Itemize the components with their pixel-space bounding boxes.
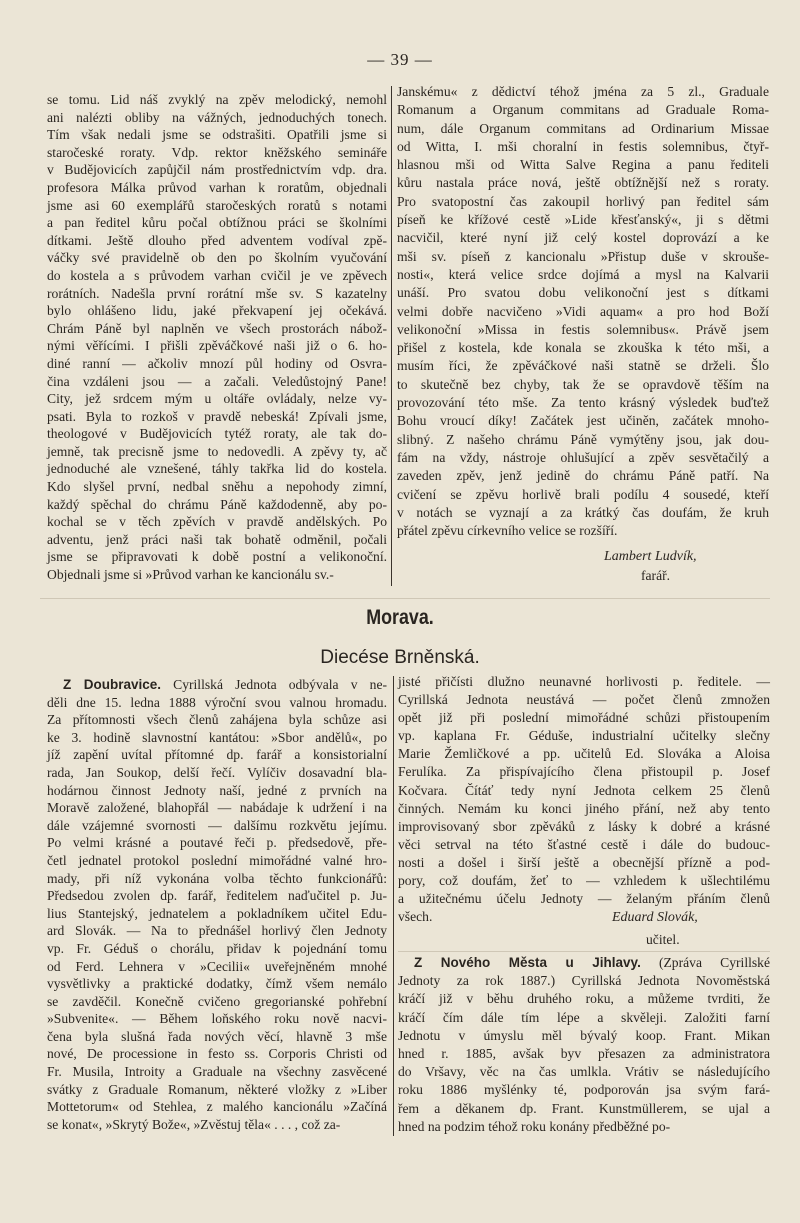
text-line: v notách se vyznají a za krátký čas doufám, že kruh [397, 504, 769, 520]
text-line: do kostela a s průvodem varhan cvičil je ve zpěvech [47, 267, 387, 283]
text-line: se tomu. Lid náš zvyklý na zpěv melodický, nemohl [47, 92, 387, 107]
text-line: to skutečně bez chyby, tak že se opravdově těším na [397, 376, 769, 392]
text-line: nové, De processione in festo ss. Corporis Christi od [47, 1046, 387, 1062]
text-line: váčky své pravidelně ob den po školním vyučování [47, 250, 387, 266]
text-line: profesora Málka průvod varhan k roratům, objednali [47, 179, 387, 195]
text-line: kráčí již v běhu druhého roku, a můžeme tvrditi, že [398, 991, 770, 1007]
text-line: hlasnou mši od Witta Salve Regina a panu řediteli [397, 157, 769, 173]
bottom-right-second-article [398, 954, 770, 1136]
text-line: děli dne 15. ledna 1888 výroční svou valnou hromadu. [47, 694, 387, 710]
text-line: od Ferd. Lehnera v »Cecilii« uveřejněném mnohé [47, 958, 387, 974]
text-line: Romanum a Organum commitans ad Graduale Roma- [397, 102, 769, 118]
text-line: kůru nastala práce nová, ještě obtížnější než s roraty. [397, 175, 769, 191]
text-line: staročeské roraty. Vdp. rektor kněžského semináře [47, 144, 387, 160]
text-line: jsme se připravovati k době postní a velikonoční. [47, 549, 387, 565]
signature-eduard-slovak: Eduard Slovák, [612, 910, 698, 925]
text-line: num, dále Organum commitans ad Ordinarium Missae [397, 120, 769, 136]
text-line: Po velmi krásné a poutavé řeči p. předsedově, pře- [47, 835, 387, 851]
top-left-column [47, 91, 387, 584]
text-line: od Witta, I. mši choralní in festis solemnibus, čtyř- [397, 138, 769, 154]
text-line [398, 954, 770, 972]
text-line: hned na podzim téhož roku konány předběžné po- [398, 1118, 671, 1134]
text-line: psati. Byla to rozkoš v pravdě nebeská! Zpívali jsme, [47, 408, 387, 424]
text-line: mši sv. píseň z kancionalu »Přistup duše v skrouše- [397, 248, 769, 264]
text-line: řem a děkanem dp. Frant. Kunstmüllerem, se ujal a [398, 1100, 770, 1116]
signature-lambert-ludvik: Lambert Ludvík, [604, 549, 697, 564]
text-line: všech. [398, 909, 433, 925]
text-line: Janskému« z dědictví téhož jména za 5 zl., Graduale [397, 84, 769, 99]
text-line: Mottetorum« od Stehlea, z malého kancionálu »Začíná [47, 1099, 387, 1115]
text-line: nacvičil, které nyní již celý kostel doprovází a ke [397, 230, 769, 246]
subsection-title: Diecése Brněnská. [320, 647, 480, 668]
text-line: přišel z kostela, kde konala se zkouška k této mši, a [397, 340, 769, 356]
text-line: a pan ředitel kůru počal obtížnou práci se školními [47, 215, 387, 231]
text-line: nosti«, která velice srdce dojímá a mysl na Kalvarii [397, 266, 769, 282]
article-lead-title: Z Nového Města u Jihlavy. [414, 955, 641, 970]
text-line: jisté přičísti dlužno neunavné horlivosti p. ředitele. — [398, 674, 770, 689]
page-number: — 39 — [367, 50, 433, 69]
text-line: Bohu vroucí díky! Začátek jest učiněn, začátek mnoho- [397, 413, 769, 429]
text-line: Kdo slyšel první, nedbal sněhu a nepohody zimní, [47, 479, 387, 495]
article-lead-title: Z Doubravice. [63, 677, 162, 692]
text-line: bylo ohlášeno lidu, jaké překvapení jej očekává. [47, 303, 387, 319]
text-line: Za přítomnosti všech členů zahájena byla schůze asi [47, 712, 387, 728]
section-divider [40, 598, 770, 599]
text-line: rorátních. Nadešla první rorátní mše sv. S kazatelny [47, 285, 387, 301]
text-line: improvisovaný sbor zpěváků z lásky k dobré a krásné [398, 818, 770, 834]
text-line: svátky z Graduale Romanum, některé vložky z »Liber [47, 1081, 387, 1097]
text-line: přátel zpěvu církevního velice se rozšíří. [397, 523, 618, 539]
text-line: lius Stantejský, jednatelem a pokladníkem učitel Edu- [47, 905, 387, 921]
text-line: hned r. 1885, avšak byv přesazen za administratora [398, 1045, 770, 1061]
text-line: věci setrval na této šťastné cestě i dále do budouc- [398, 836, 770, 852]
text-line: Jednotu v úmyslu měl bývalý koop. Frant. Mikan [398, 1027, 770, 1043]
text-line: četl jednatel protokol poslední mimořádné valné hro- [47, 852, 387, 868]
text-line: mady, při níž vykonána volba těchto funkcionářů: [47, 870, 387, 886]
text-line: Moravě založené, blahopřál — nabádaje k udržení i na [47, 800, 387, 816]
text-line: fám na vždy, nástroje ohlušující a zpěv sesvětačilý a [397, 449, 769, 465]
text-line: Chrám Páně byl naplněn ve všech prostorách nábož- [47, 320, 387, 336]
text-line: vp. Fr. Géduš o chorálu, přidav k pojednání tomu [47, 940, 387, 956]
text-line: do Vršavy, věc na čas umlkla. Vrátiv se následujícího [398, 1064, 770, 1080]
text-line: jednoduché ale vznešené, táhly takřka lid do kostela. [47, 461, 387, 477]
text-line: velikonoční »Missa in festis solemnibus«. Právě jsem [397, 321, 769, 337]
article-divider [398, 951, 770, 952]
text-line: a užitečnému účelu Jednoty — želaným přáním členů [398, 891, 770, 907]
text-line: hodárnou činnost Jednoty naší, jedné z prvních na [47, 782, 387, 798]
text-line: Jednoty za rok 1887.) Cyrillská Jednota Novoměstská [398, 973, 770, 989]
text-line: velmi dobře nacvičeno »Vidi aquam« a pro hod Boží [397, 303, 769, 319]
text-line: se zavděčil. Konečně cvičeno gregorianské pohřební [47, 993, 387, 1009]
text-line: v Budějovicích zapůjčil nám prostřednictvím vdp. dra. [47, 162, 387, 178]
text-line: diné ranní — ačkoliv mnozí půl hodiny od Osvra- [47, 355, 387, 371]
text-line-rest: (Zpráva Cyrillské [640, 955, 770, 970]
text-line: ani nalézti obliby na vážných, jednoduchých tonech. [47, 109, 387, 125]
text-line: jemně, tak precisně jsme to nedovedli. A zpěvy ty, ač [47, 443, 387, 459]
text-line: dále vzájemné svornosti — dalšímu rozkvětu jejímu. [47, 817, 387, 833]
text-line: Cyrillská Jednota neustává — počet členů zmnožen [398, 692, 770, 708]
signature-role-farar: farář. [641, 568, 671, 583]
signature-role-ucitel: učitel. [646, 932, 680, 947]
text-line: jíž zapění uvítal přítomné dp. farář a konsistorialní [47, 747, 387, 763]
top-right-column [397, 83, 769, 540]
text-line: se konat«, »Skrytý Bože«, »Zvěstuj těla« . . . , což za- [47, 1116, 341, 1132]
text-line: musím říci, že zpěváčkové naši statně se drželi. Šlo [397, 358, 769, 374]
text-line: unáší. Pro svatou dobu velikonoční jest s dítkami [397, 285, 769, 301]
text-line: kráčí čím dále tím lépe a skvěleji. Založiti farní [398, 1009, 770, 1025]
text-line: Pro svatopostní čas zakoupil horlivý pan ředitel sám [397, 193, 769, 209]
text-line: čina vzdáleni jsou — a začali. Veledůstojný Pane! [47, 373, 387, 389]
text-line: zaveden zpěv, jenž jedině do chrámu Páně patří. Na [397, 468, 769, 484]
text-line: rada, Jan Soukop, delší řečí. Vylíčiv dosavadní bla- [47, 764, 387, 780]
text-line: každý spěchal do chrámu Páně každodenně, aby po- [47, 496, 387, 512]
column-divider-top [391, 86, 392, 586]
section-title: Morava. [366, 606, 434, 629]
text-line: opět již při poslední mimořádné schůzi přistoupením [398, 710, 770, 726]
text-line: nosti a došel i širší ještě a obecnější přízně a pod- [398, 854, 770, 870]
text-line: Objednali jsme si »Průvod varhan ke kancionálu sv.- [47, 567, 334, 583]
text-line-rest: Cyrillská Jednota odbývala v ne- [161, 677, 388, 692]
text-line: ard Slovák. — Na to přednášel horlivý člen Jednoty [47, 923, 387, 939]
text-line: City, jež srdcem mým u oltáře ovládaly, nelze vy- [47, 391, 387, 407]
text-line: píseň ke křížové cestě »Lide křesťanský«, ji s dětmi [397, 212, 769, 228]
text-line: činných. Nemám ku konci jiného přání, než aby tento [398, 800, 770, 816]
text-line: vysvětlivky a praktické dodatky, čímž všem nemálo [47, 976, 387, 992]
text-line: čena byla slušná řada nových věcí, hlavně 3 mše [47, 1028, 387, 1044]
text-line: Tím však nedali jsme se odstrašiti. Opatřili jsme si [47, 127, 387, 143]
text-line: slibný. Z našeho chrámu Páně vymýtěny jsou, jak dou- [397, 431, 769, 447]
text-line: pory, což doufám, žeť to — vzhledem k ušlechtilému [398, 873, 770, 889]
text-line: Marie Žemličkové a pp. učitelů Ed. Slováka a Aloisa [398, 746, 770, 762]
text-line: ke 3. hodině slavnostní kantátou: »Sbor andělů«, po [47, 729, 387, 745]
text-line: adventu, jenž práci naši tak bohatě odměnil, počali [47, 531, 387, 547]
text-line [47, 676, 387, 694]
bottom-right-column [398, 673, 770, 926]
text-line: nými věřícími. I přišli zpěváčkové naši již o 6. ho- [47, 338, 387, 354]
text-line: »Subvenite«. — Během loňského roku nově nacvi- [47, 1011, 387, 1027]
text-line: Fr. Musila, Introity a Graduale na všechny zasvěcené [47, 1064, 387, 1080]
text-line: jsme asi 60 exemplářů staročeských roratů s notami [47, 197, 387, 213]
text-line: vp. kaplana Fr. Géduše, industrialní učitelky slečny [398, 728, 770, 744]
text-line: theologové v Budějovicích tytéž roraty, ale tak do- [47, 426, 387, 442]
text-line: roku 1886 myšlénky té, podporován jsa svým fará- [398, 1082, 770, 1098]
text-line: kochal se v těch zpěvích v pravdě andělských. Po [47, 514, 387, 530]
text-line: Předsedou zvolen dp. farář, ředitelem naďučitel p. Ju- [47, 888, 387, 904]
column-divider-bottom [393, 676, 394, 1136]
text-line: cvičení se zpěvu horlivě brali podílu 4 sousedé, kteří [397, 486, 769, 502]
text-line: Kočvara. Čítáť tedy nyní Jednota celkem 25 členů [398, 782, 770, 798]
text-line: provozování této mše. Za tento krásný výsledek buďtež [397, 395, 769, 411]
bottom-left-column [47, 676, 387, 1133]
text-line: dítkami. Ještě dlouho před adventem vodíval zpě- [47, 232, 387, 248]
text-line: Ferulíka. Za přispívajícího člena přistoupil p. Josef [398, 764, 770, 780]
